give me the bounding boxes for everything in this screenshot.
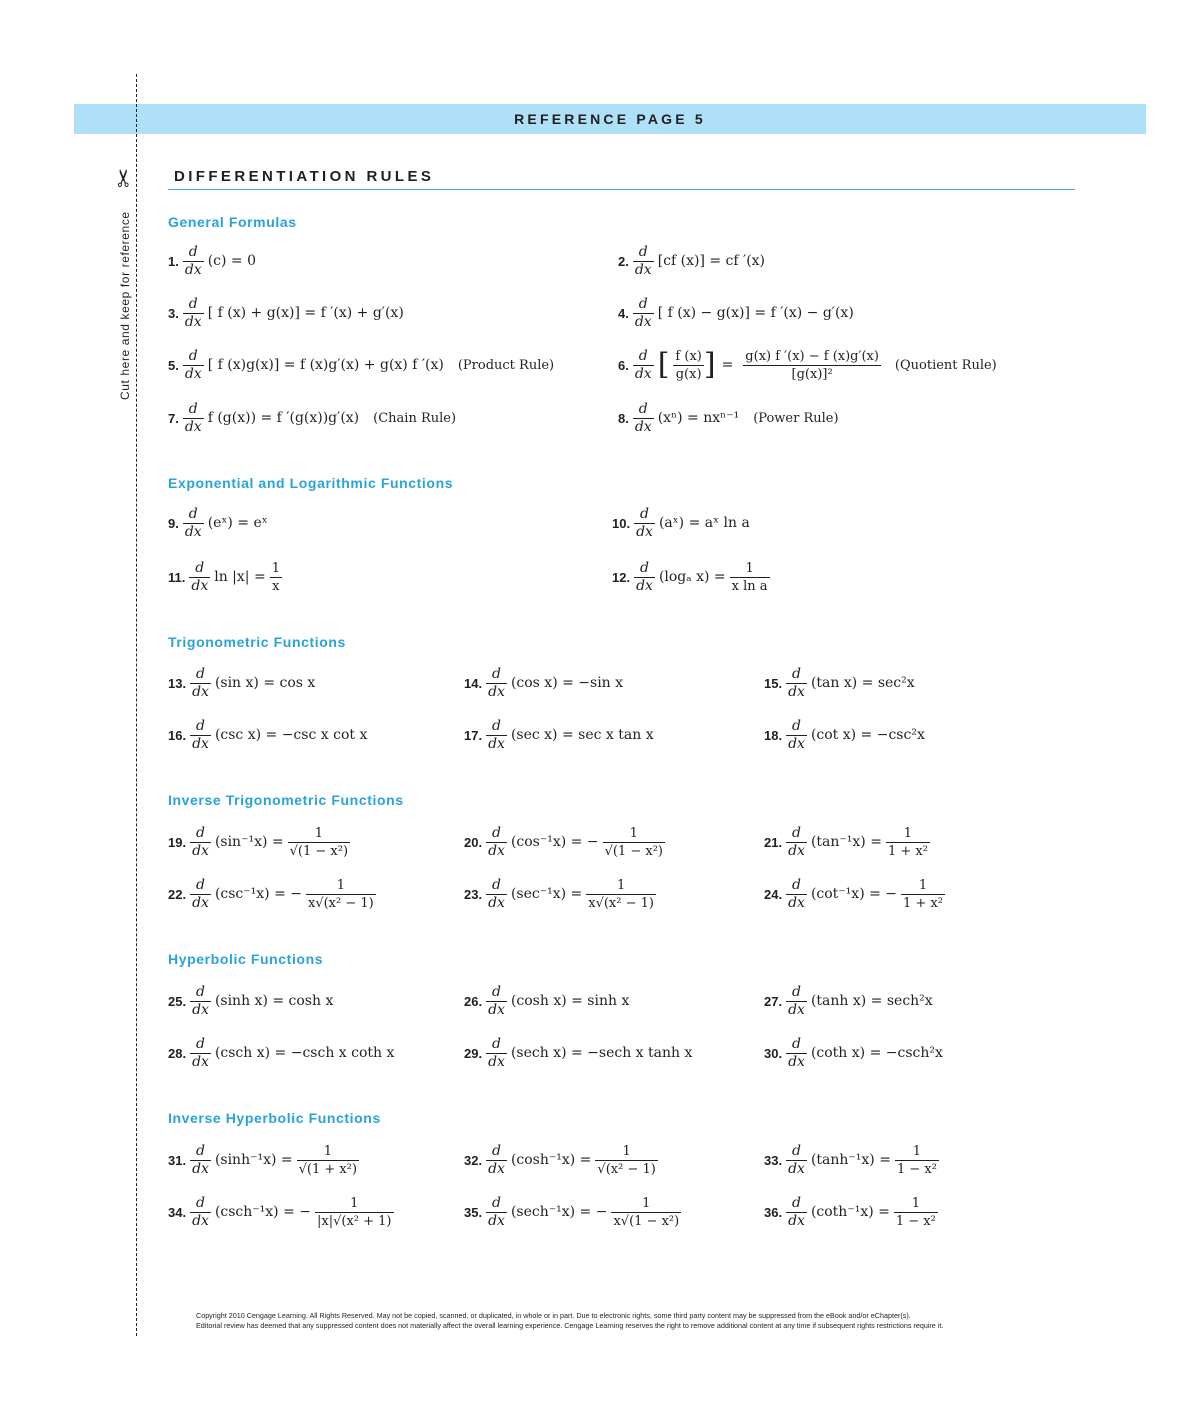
formula-10: [612, 501, 750, 545]
formula-expression: (cosh⁻¹x) =: [510, 1152, 592, 1168]
equals-sign: =: [721, 357, 734, 373]
formula-19: [168, 820, 350, 864]
dx-denominator: dx: [192, 1001, 209, 1018]
formula-number: 21.: [764, 834, 783, 850]
fraction-numerator: 1: [271, 560, 280, 576]
derivative-operator: [786, 1143, 807, 1178]
d-numerator: d: [792, 983, 801, 1000]
fraction-numerator: 1: [912, 1143, 922, 1159]
formula-expression: (csc x) = −csc x cot x: [214, 727, 368, 743]
dx-denominator: dx: [184, 365, 202, 382]
formula-expression: (aˣ) = aˣ ln a: [658, 515, 750, 531]
formula-expression: (c) = 0: [207, 253, 257, 269]
formula-expression: ln |x| =: [214, 569, 266, 585]
fraction-numerator: f (x): [675, 348, 702, 364]
formula-expression: (tan⁻¹x) =: [810, 834, 882, 850]
formula-number: 8.: [618, 410, 629, 426]
d-numerator: d: [188, 347, 198, 364]
derivative-operator: [786, 718, 807, 753]
formula-number: 20.: [464, 834, 483, 850]
formula-number: 26.: [464, 993, 483, 1009]
formula-expression: [ f (x) + g(x)] = f ′(x) + g′(x): [207, 305, 404, 321]
formula-30: [764, 1031, 943, 1075]
dx-denominator: dx: [184, 261, 202, 278]
formula-expression: [cf (x)] = cf ′(x): [657, 253, 766, 269]
d-numerator: d: [492, 983, 501, 1000]
derivative-operator: [486, 1195, 507, 1230]
formula-26: [464, 979, 629, 1023]
formula-number: 19.: [168, 834, 187, 850]
formula-25: [168, 979, 333, 1023]
formula-number: 4.: [618, 305, 629, 321]
result-fraction: [270, 560, 282, 595]
d-numerator: d: [792, 876, 801, 893]
formula-29: [464, 1031, 692, 1075]
page-title: DIFFERENTIATION RULES: [174, 168, 435, 185]
formula-number: 31.: [168, 1152, 187, 1168]
derivative-operator: [486, 718, 507, 753]
d-numerator: d: [792, 665, 801, 682]
dx-denominator: dx: [184, 523, 202, 540]
d-numerator: d: [196, 983, 205, 1000]
derivative-operator: [486, 825, 507, 860]
dx-denominator: dx: [488, 894, 505, 911]
section-title-exp-log: Exponential and Logarithmic Functions: [168, 475, 454, 491]
d-numerator: d: [196, 1194, 205, 1211]
formula-expression: (cot⁻¹x) = −: [810, 886, 898, 902]
fraction-denominator: |x|√(x² + 1): [317, 1213, 392, 1229]
d-numerator: d: [188, 295, 198, 312]
derivative-operator: [190, 877, 211, 912]
formula-number: 17.: [464, 727, 483, 743]
formula-expression: f (g(x)) = f ′(g(x))g′(x): [207, 410, 360, 426]
d-numerator: d: [492, 824, 501, 841]
fraction-denominator: √(x² − 1): [597, 1161, 656, 1177]
derivative-operator: [190, 666, 211, 701]
formula-number: 2.: [618, 253, 629, 269]
formula-expression: (tanh x) = sech²x: [810, 993, 933, 1009]
fraction-numerator: 1: [903, 825, 913, 841]
formula-34: [168, 1190, 394, 1234]
derivative-operator: [183, 348, 204, 383]
formula-expression: (sinh⁻¹x) =: [214, 1152, 293, 1168]
reference-page-banner: [74, 104, 1146, 134]
rule-name: (Quotient Rule): [894, 357, 997, 373]
formula-number: 10.: [612, 515, 631, 531]
formula-18: [764, 713, 925, 757]
formula-32: [464, 1138, 658, 1182]
d-numerator: d: [188, 243, 198, 260]
fraction-denominator: √(1 − x²): [289, 843, 349, 859]
fraction-denominator: 1 − x²: [896, 1161, 937, 1177]
d-numerator: d: [492, 665, 501, 682]
formula-14: [464, 661, 623, 705]
fraction-numerator: g(x) f ′(x) − f (x)g′(x): [745, 348, 879, 364]
formula-number: 28.: [168, 1045, 187, 1061]
scissors-icon: ✂: [110, 167, 139, 189]
derivative-operator: [190, 1195, 211, 1230]
result-fraction: [586, 877, 656, 912]
cut-line: [136, 74, 137, 1336]
derivative-operator: [190, 984, 211, 1019]
fraction-numerator: 1: [745, 560, 754, 576]
fraction-numerator: 1: [629, 825, 638, 841]
formula-number: 5.: [168, 357, 179, 373]
formula-number: 29.: [464, 1045, 483, 1061]
result-fraction: [603, 825, 665, 860]
formula-expression: (coth⁻¹x) =: [810, 1204, 890, 1220]
formula-expression: [ f (x) − g(x)] = f ′(x) − g′(x): [657, 305, 854, 321]
derivative-operator: [633, 348, 654, 383]
result-fraction: [306, 877, 376, 912]
section-title-trig: Trigonometric Functions: [168, 634, 346, 650]
formula-expression: (cosh x) = sinh x: [510, 993, 630, 1009]
result-fraction: [886, 825, 930, 860]
d-numerator: d: [792, 824, 801, 841]
d-numerator: d: [638, 347, 648, 364]
d-numerator: d: [792, 1142, 801, 1159]
formula-expression: (tan x) = sec²x: [810, 675, 915, 691]
result-fraction: [611, 1195, 681, 1230]
derivative-operator: [786, 984, 807, 1019]
dx-denominator: dx: [488, 1001, 505, 1018]
derivative-operator: [486, 984, 507, 1019]
formula-number: 11.: [168, 569, 186, 585]
formula-number: 23.: [464, 886, 483, 902]
dx-denominator: dx: [788, 842, 805, 859]
formula-27: [764, 979, 933, 1023]
formula-number: 25.: [168, 993, 187, 1009]
dx-denominator: dx: [788, 1160, 805, 1177]
derivative-operator: [486, 877, 507, 912]
d-numerator: d: [492, 1194, 501, 1211]
formula-number: 6.: [618, 357, 629, 373]
formula-expression: [ f (x)g(x)] = f (x)g′(x) + g(x) f ′(x): [207, 357, 444, 373]
derivative-operator: [786, 877, 807, 912]
derivative-operator: [486, 1143, 507, 1178]
result-fraction: [288, 825, 350, 860]
formula-7: [168, 396, 456, 440]
formula-expression: (sin⁻¹x) =: [214, 834, 284, 850]
formula-31: [168, 1138, 359, 1182]
derivative-operator: [183, 506, 204, 541]
formula-13: [168, 661, 315, 705]
formula-number: 16.: [168, 727, 187, 743]
copyright-footer: [196, 1311, 943, 1331]
derivative-operator: [190, 825, 211, 860]
formula-17: [464, 713, 654, 757]
formula-number: 33.: [764, 1152, 783, 1168]
copyright-line-2: Editorial review has deemed that any suppressed content does not materially affect the overall learning experience. Cengage Learning reserves the right to remove additional content at any time if subsequent rights restrictions require it.: [196, 1321, 944, 1330]
formula-11: [168, 555, 282, 599]
derivative-operator: [633, 401, 654, 436]
formula-expression: (cos x) = −sin x: [510, 675, 624, 691]
result-fraction: [895, 1143, 939, 1178]
derivative-operator: [183, 296, 204, 331]
result-fraction: [901, 877, 945, 912]
fraction-denominator: [g(x)]²: [791, 366, 833, 382]
result-fraction: [743, 348, 881, 383]
formula-23: [464, 872, 656, 916]
dx-denominator: dx: [634, 418, 652, 435]
derivative-operator: [786, 825, 807, 860]
formula-number: 32.: [464, 1152, 483, 1168]
fraction-numerator: 1: [622, 1143, 631, 1159]
fraction-numerator: 1: [323, 1143, 332, 1159]
derivative-operator: [486, 1036, 507, 1071]
rule-name: (Product Rule): [457, 357, 555, 373]
formula-expression: (logₐ x) =: [658, 569, 726, 585]
result-fraction: [730, 560, 770, 595]
fraction-numerator: 1: [911, 1195, 920, 1211]
d-numerator: d: [492, 717, 501, 734]
result-fraction: [894, 1195, 938, 1230]
dx-denominator: dx: [192, 683, 209, 700]
formula-2: [618, 239, 765, 283]
formula-number: 14.: [464, 675, 483, 691]
formula-expression: (sec x) = sec x tan x: [510, 727, 654, 743]
formula-12: [612, 555, 770, 599]
formula-3: [168, 291, 404, 335]
d-numerator: d: [196, 824, 205, 841]
fraction-denominator: x√(x² − 1): [588, 895, 654, 911]
formula-expression: (sin x) = cos x: [214, 675, 316, 691]
formula-expression: (sinh x) = cosh x: [214, 993, 334, 1009]
formula-expression: (xⁿ) = nxⁿ⁻¹: [657, 410, 740, 426]
formula-number: 30.: [764, 1045, 783, 1061]
title-rule: [168, 189, 1075, 190]
dx-denominator: dx: [191, 577, 209, 594]
derivative-operator: [634, 506, 655, 541]
formula-number: 18.: [764, 727, 783, 743]
fraction-denominator: 1 + x²: [903, 895, 943, 911]
d-numerator: d: [492, 1035, 501, 1052]
formula-1: [168, 239, 256, 283]
formula-number: 24.: [764, 886, 783, 902]
formula-number: 15.: [764, 675, 783, 691]
dx-denominator: dx: [636, 523, 653, 540]
dx-denominator: dx: [636, 577, 653, 594]
dx-denominator: dx: [634, 261, 652, 278]
fraction-numerator: 1: [314, 825, 323, 841]
d-numerator: d: [188, 400, 198, 417]
formula-number: 27.: [764, 993, 783, 1009]
dx-denominator: dx: [184, 418, 202, 435]
fraction-denominator: x: [272, 578, 280, 594]
formula-8: [618, 396, 839, 440]
rule-name: (Power Rule): [753, 410, 839, 426]
d-numerator: d: [188, 505, 198, 522]
formula-expression: (eˣ) = eˣ: [207, 515, 268, 531]
derivative-operator: [190, 1143, 211, 1178]
formula-expression: (csc⁻¹x) = −: [214, 886, 302, 902]
d-numerator: d: [640, 559, 649, 576]
fraction-denominator: √(1 − x²): [604, 843, 663, 859]
dx-denominator: dx: [788, 1001, 805, 1018]
derivative-operator: [786, 1036, 807, 1071]
derivative-operator: [786, 666, 807, 701]
dx-denominator: dx: [192, 1053, 209, 1070]
formula-35: [464, 1190, 681, 1234]
d-numerator: d: [196, 1035, 205, 1052]
dx-denominator: dx: [192, 894, 209, 911]
formula-5: [168, 343, 554, 387]
formula-expression: (cos⁻¹x) = −: [510, 834, 599, 850]
derivative-operator: [183, 244, 204, 279]
fraction-denominator: √(1 + x²): [298, 1161, 358, 1177]
derivative-operator: [189, 560, 210, 595]
d-numerator: d: [196, 717, 205, 734]
d-numerator: d: [638, 400, 648, 417]
d-numerator: d: [792, 1194, 801, 1211]
formula-16: [168, 713, 367, 757]
fraction-denominator: x ln a: [731, 578, 768, 594]
dx-denominator: dx: [488, 1212, 505, 1229]
dx-denominator: dx: [788, 1053, 805, 1070]
section-title-inverse-hyperbolic: Inverse Hyperbolic Functions: [168, 1110, 381, 1126]
formula-expression: (coth x) = −csch²x: [810, 1045, 943, 1061]
d-numerator: d: [638, 243, 648, 260]
formula-21: [764, 820, 930, 864]
dx-denominator: dx: [788, 1212, 805, 1229]
dx-denominator: dx: [788, 894, 805, 911]
cut-label: Cut here and keep for reference: [118, 211, 132, 400]
derivative-operator: [183, 401, 204, 436]
formula-expression: (sech⁻¹x) = −: [510, 1204, 608, 1220]
fraction-denominator: x√(x² − 1): [308, 895, 374, 911]
formula-number: 36.: [764, 1204, 783, 1220]
formula-expression: (tanh⁻¹x) =: [810, 1152, 891, 1168]
d-numerator: d: [492, 876, 501, 893]
formula-33: [764, 1138, 939, 1182]
dx-denominator: dx: [192, 735, 209, 752]
formula-number: 13.: [168, 675, 187, 691]
derivative-operator: [634, 560, 655, 595]
formula-number: 1.: [168, 253, 179, 269]
banner-title: REFERENCE PAGE 5: [514, 111, 706, 127]
dx-denominator: dx: [488, 1053, 505, 1070]
fraction-denominator: 1 − x²: [895, 1213, 936, 1229]
quotient-fraction: [673, 348, 703, 383]
d-numerator: d: [195, 559, 205, 576]
fraction-numerator: 1: [336, 877, 345, 893]
formula-expression: (csch x) = −csch x coth x: [214, 1045, 395, 1061]
dx-denominator: dx: [634, 365, 652, 382]
fraction-numerator: 1: [616, 877, 626, 893]
formula-24: [764, 872, 945, 916]
dx-denominator: dx: [192, 842, 209, 859]
formula-4: [618, 291, 854, 335]
fraction-numerator: 1: [642, 1195, 651, 1211]
d-numerator: d: [640, 505, 649, 522]
formula-28: [168, 1031, 394, 1075]
section-title-general: General Formulas: [168, 214, 297, 230]
derivative-operator: [633, 296, 654, 331]
fraction-numerator: 1: [918, 877, 928, 893]
derivative-operator: [486, 666, 507, 701]
rule-name: (Chain Rule): [373, 410, 457, 426]
derivative-operator: [786, 1195, 807, 1230]
d-numerator: d: [638, 295, 648, 312]
formula-6: 6. $\frac{d}{dx}$ [ f (x) g(x) ] = g(x) f ′(x) − f (x)g′(x) [g(x)]² (Quotient Rule): [618, 347, 997, 382]
formula-number: 34.: [168, 1204, 187, 1220]
derivative-operator: [190, 1036, 211, 1071]
formula-22: [168, 872, 376, 916]
section-title-hyperbolic: Hyperbolic Functions: [168, 951, 324, 967]
formula-number: 3.: [168, 305, 179, 321]
formula-expression: (csch⁻¹x) = −: [214, 1204, 312, 1220]
dx-denominator: dx: [788, 735, 805, 752]
copyright-line-1: Copyright 2010 Cengage Learning. All Rights Reserved. May not be copied, scanned, or duplicated, in whole or in part. Due to electronic rights, some third party content may be suppressed from the eBook and/or eChapter(s).: [196, 1311, 911, 1320]
d-numerator: d: [792, 1035, 801, 1052]
derivative-operator: [633, 244, 654, 279]
section-title-inverse-trig: Inverse Trigonometric Functions: [168, 792, 404, 808]
formula-expression: (cot x) = −csc²x: [810, 727, 925, 743]
result-fraction: [297, 1143, 359, 1178]
formula-9: [168, 501, 268, 545]
d-numerator: d: [196, 1142, 205, 1159]
fraction-denominator: g(x): [675, 366, 702, 382]
formula-20: [464, 820, 665, 864]
formula-number: 12.: [612, 569, 631, 585]
dx-denominator: dx: [488, 1160, 505, 1177]
dx-denominator: dx: [184, 313, 202, 330]
result-fraction: [315, 1195, 394, 1230]
dx-denominator: dx: [488, 842, 505, 859]
formula-36: [764, 1190, 938, 1234]
fraction-denominator: x√(1 − x²): [613, 1213, 680, 1229]
fraction-numerator: 1: [350, 1195, 359, 1211]
result-fraction: [595, 1143, 657, 1178]
dx-denominator: dx: [488, 735, 505, 752]
formula-number: 35.: [464, 1204, 483, 1220]
formula-15: [764, 661, 915, 705]
d-numerator: d: [196, 665, 205, 682]
formula-expression: (sech x) = −sech x tanh x: [510, 1045, 693, 1061]
d-numerator: d: [492, 1142, 501, 1159]
formula-number: 7.: [168, 410, 179, 426]
fraction-denominator: 1 + x²: [887, 843, 928, 859]
dx-denominator: dx: [192, 1160, 209, 1177]
dx-denominator: dx: [192, 1212, 209, 1229]
d-numerator: d: [792, 717, 801, 734]
formula-number: 22.: [168, 886, 187, 902]
formula-number: 9.: [168, 515, 179, 531]
dx-denominator: dx: [788, 683, 805, 700]
dx-denominator: dx: [488, 683, 505, 700]
dx-denominator: dx: [634, 313, 652, 330]
formula-expression: (sec⁻¹x) =: [510, 886, 583, 902]
derivative-operator: [190, 718, 211, 753]
d-numerator: d: [196, 876, 205, 893]
